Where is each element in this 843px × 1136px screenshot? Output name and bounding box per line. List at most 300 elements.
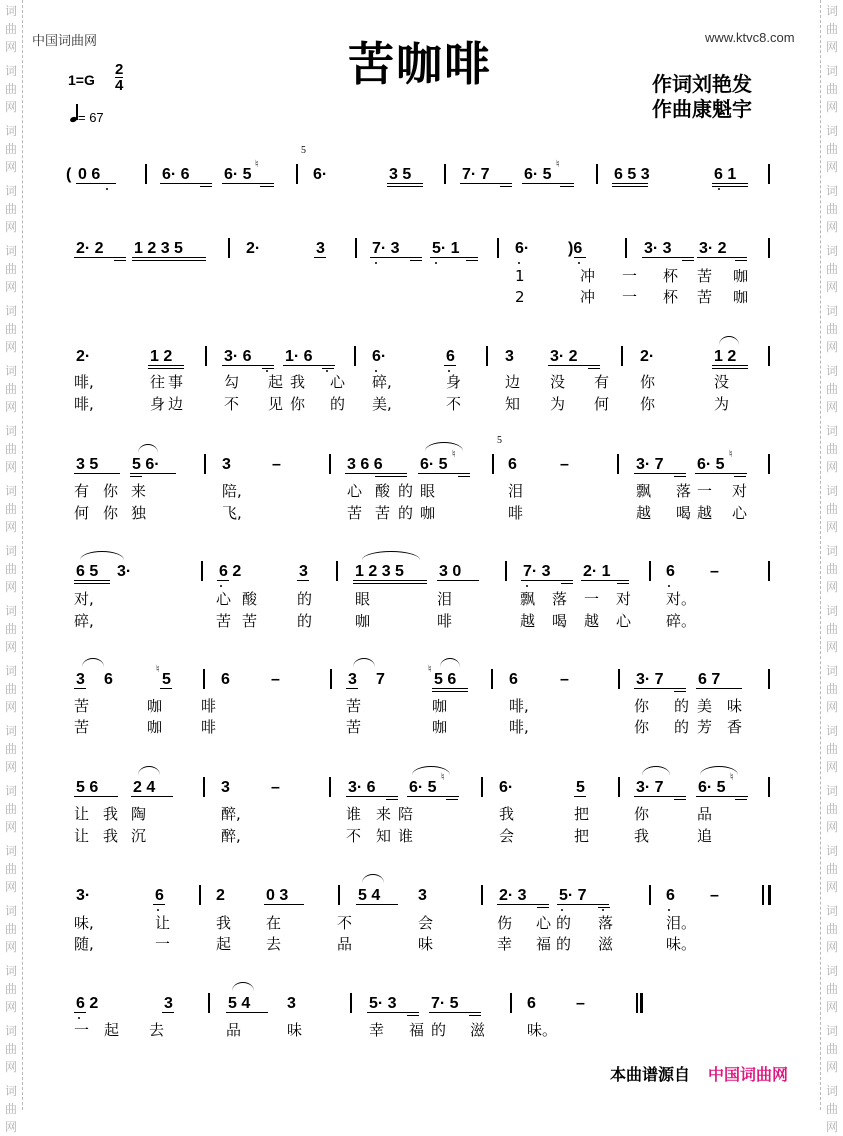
lyric-char: 你 — [103, 504, 119, 522]
beam-underline — [612, 186, 648, 187]
lyric-char: 品 — [226, 1021, 242, 1039]
beam-underline — [682, 260, 694, 261]
beam-underline — [588, 368, 600, 369]
watermark-char: 词 — [825, 424, 838, 438]
lyric-char: 把 — [574, 827, 590, 845]
octave-dot — [375, 262, 377, 264]
slur-arc — [232, 982, 254, 991]
lyric-char: 冲 — [580, 267, 596, 285]
lyric-char: 啡, — [74, 373, 94, 391]
lyric-char: 陪, — [222, 482, 242, 500]
lyric-char: 不 — [346, 827, 362, 845]
lyric-char: 喝 — [552, 612, 568, 630]
watermark-char: 词 — [4, 424, 17, 438]
barline — [491, 669, 493, 689]
note-group: 3· 6 — [224, 348, 252, 365]
watermark-char: 网 — [4, 1120, 17, 1134]
note-group: 3 — [418, 887, 427, 904]
barline — [203, 669, 205, 689]
lyric-char: 没 — [714, 373, 730, 391]
lyric-char: 咖 — [733, 288, 749, 306]
lyric-char: 味。 — [666, 935, 697, 953]
lyric-char: 咖 — [355, 612, 371, 630]
watermark-char: 词 — [825, 1024, 838, 1038]
lyric-char: 我 — [103, 827, 119, 845]
lyric-char: 的 — [674, 697, 690, 715]
note-group: 6 — [155, 887, 164, 904]
note-group: 5· 1 — [432, 240, 460, 257]
barline — [596, 164, 598, 184]
beam-underline — [432, 688, 468, 689]
barline — [350, 993, 352, 1013]
slur-arc — [362, 874, 384, 883]
note-group: 2· — [640, 348, 655, 365]
barline — [354, 346, 356, 366]
slur-arc — [719, 336, 739, 345]
tempo-value: = 67 — [78, 110, 104, 125]
lyric-char: 为 — [550, 395, 566, 413]
note-group: 6· 5 — [224, 166, 252, 183]
note-group: 3 0 — [439, 563, 462, 580]
note-group: 6· 5 — [409, 779, 437, 796]
lyric-char: 苦 — [242, 612, 258, 630]
lyric-char: 味 — [727, 697, 743, 715]
beam-underline — [76, 183, 116, 184]
watermark-char: 词 — [825, 244, 838, 258]
watermark-char: 网 — [4, 640, 17, 654]
lyric-char: 身 — [446, 373, 462, 391]
lyric-char: 醉, — [221, 827, 241, 845]
watermark-char: 词 — [825, 664, 838, 678]
octave-dot — [326, 370, 328, 372]
barline — [649, 885, 651, 905]
note-group: 6· 6 — [162, 166, 190, 183]
beam-underline — [200, 186, 212, 187]
note-group: 2 — [216, 887, 225, 904]
watermark-char: 网 — [4, 1060, 17, 1074]
lyric-char: 香 — [727, 718, 743, 736]
lyric-char: 去 — [266, 935, 282, 953]
beam-underline — [735, 799, 747, 800]
lyric-char: 随, — [74, 935, 94, 953]
lyric-char: 碎, — [74, 612, 94, 630]
note-group: 5 — [162, 671, 171, 688]
watermark-char: 网 — [4, 880, 17, 894]
watermark-char: 词 — [825, 64, 838, 78]
barline — [617, 454, 619, 474]
note-group: 3 — [221, 779, 230, 796]
lyric-char: 泪 — [437, 590, 453, 608]
note-group: 6 — [221, 671, 230, 688]
song-title: 苦咖啡 — [348, 37, 492, 91]
lyric-char: 苦 — [74, 718, 90, 736]
beam-underline — [430, 257, 478, 258]
lyric-char: 知 — [505, 395, 521, 413]
watermark-char: 词 — [825, 784, 838, 798]
lyric-char: 酸 — [375, 482, 391, 500]
watermark-char: 曲 — [825, 802, 838, 816]
lyric-char: 啡 — [508, 504, 524, 522]
tempo-marking — [70, 104, 104, 125]
barline — [201, 561, 203, 581]
barline — [330, 669, 332, 689]
watermark-char: 网 — [825, 940, 838, 954]
lyric-char: 一 — [697, 482, 713, 500]
beam-underline — [132, 260, 206, 261]
watermark-char: 词 — [4, 964, 17, 978]
note-group: 3 5 — [76, 456, 99, 473]
watermark-char: 网 — [4, 1000, 17, 1014]
note-group: 7· 3 — [372, 240, 400, 257]
watermark-char: 曲 — [4, 322, 17, 336]
watermark-char: 网 — [825, 160, 838, 174]
watermark-char: 词 — [825, 604, 838, 618]
note-group: 3 — [287, 995, 296, 1012]
beam-underline — [370, 257, 422, 258]
note-group: 5 6 — [434, 671, 457, 688]
lyric-char: 追 — [697, 827, 713, 845]
natural-sign: ♮ — [441, 772, 445, 783]
lyric-char: 起 — [216, 935, 232, 953]
bracket: ( — [66, 166, 72, 183]
beam-underline — [469, 1015, 481, 1016]
note-group: 6· 5 — [697, 456, 725, 473]
beam-underline — [74, 583, 110, 584]
watermark-char: 网 — [4, 220, 17, 234]
barline — [768, 164, 770, 184]
lyric-char: 2 — [515, 288, 525, 306]
beam-underline — [460, 183, 512, 184]
lyric-char: 来 — [376, 805, 392, 823]
lyric-char: 为 — [714, 395, 730, 413]
note-group: 3 — [222, 456, 231, 473]
lyric-char: 的 — [674, 718, 690, 736]
beam-underline — [262, 368, 274, 369]
note-group: 3· 7 — [636, 456, 664, 473]
note-group: 3· 2 — [699, 240, 727, 257]
lyric-char: 起 — [268, 373, 284, 391]
lyric-char: 落 — [676, 482, 692, 500]
octave-dot — [266, 370, 268, 372]
note-group: 5 4 — [228, 995, 251, 1012]
note-group: 6· 5 — [420, 456, 448, 473]
lyric-char: 勾 — [224, 373, 240, 391]
watermark-char: 词 — [825, 484, 838, 498]
beam-underline — [497, 904, 549, 905]
beam-underline — [735, 260, 747, 261]
note-group: 1 2 — [714, 348, 737, 365]
beam-underline — [74, 1012, 86, 1013]
watermark-char: 词 — [4, 304, 17, 318]
key-signature: 1=G — [68, 72, 95, 88]
lyric-char: 杯 — [663, 288, 679, 306]
watermark-char: 网 — [825, 700, 838, 714]
beam-underline — [314, 257, 326, 258]
lyric-char: 苦 — [375, 504, 391, 522]
natural-sign: ♮ — [452, 449, 456, 460]
watermark-char: 曲 — [4, 502, 17, 516]
lyric-char: 不 — [337, 914, 353, 932]
beam-underline — [712, 368, 748, 369]
beam-underline — [74, 580, 110, 581]
lyric-char: 你 — [634, 697, 650, 715]
lyric-char: 眼 — [355, 590, 371, 608]
watermark-char: 曲 — [825, 982, 838, 996]
watermark-char: 网 — [825, 400, 838, 414]
note-group: 3 — [505, 348, 514, 365]
beam-underline — [598, 907, 610, 908]
beam-underline — [581, 580, 629, 581]
lyric-char: 啡 — [437, 612, 453, 630]
octave-dot — [435, 262, 437, 264]
beam-underline — [130, 473, 176, 474]
beam-underline — [617, 583, 629, 584]
note-group: 3 — [164, 995, 173, 1012]
beam-underline — [346, 688, 358, 689]
lyric-char: 苦 — [697, 267, 713, 285]
watermark-char: 曲 — [825, 202, 838, 216]
beam-underline — [148, 368, 184, 369]
lyric-char: 知 — [376, 827, 392, 845]
beam-underline — [634, 688, 686, 689]
watermark-char: 网 — [4, 700, 17, 714]
watermark-char: 词 — [825, 304, 838, 318]
lyricist: 作词刘艳发 — [652, 72, 752, 96]
lyric-char: 对 — [616, 590, 632, 608]
lyric-char: 会 — [418, 914, 434, 932]
beam-underline — [353, 580, 427, 581]
beam-underline — [387, 183, 423, 184]
watermark-char: 词 — [4, 244, 17, 258]
note-group: 2· — [246, 240, 261, 257]
barline — [336, 561, 338, 581]
watermark-char: 网 — [825, 640, 838, 654]
lyric-char: 飘 — [636, 482, 652, 500]
lyric-char: 让 — [155, 914, 171, 932]
note-group: 5· 3 — [369, 995, 397, 1012]
octave-dot — [448, 370, 450, 372]
note-group: 6· — [499, 779, 514, 796]
watermark-char: 网 — [825, 460, 838, 474]
lyric-char: 身 — [150, 395, 166, 413]
note-group: )6 — [568, 240, 583, 257]
watermark-char: 曲 — [825, 322, 838, 336]
watermark-char: 曲 — [4, 742, 17, 756]
lyric-char: 沉 — [131, 827, 147, 845]
barline — [768, 346, 770, 366]
source-brand: 中国词曲网 — [708, 1065, 789, 1084]
lyric-char: 咖 — [432, 697, 448, 715]
beam-underline — [734, 476, 746, 477]
slur-arc — [642, 766, 670, 775]
lyric-char: 啡 — [201, 697, 217, 715]
lyric-char: 碎, — [372, 373, 392, 391]
lyric-char: 酸 — [242, 590, 258, 608]
watermark-char: 词 — [825, 724, 838, 738]
time-signature-bottom: 4 — [115, 77, 124, 94]
barline — [203, 777, 205, 797]
lyric-char: 落 — [598, 914, 614, 932]
beam-underline — [74, 688, 86, 689]
lyric-char: 边 — [505, 373, 521, 391]
octave-dot — [668, 909, 670, 911]
lyric-char: 一 — [622, 288, 638, 306]
lyric-char: 的 — [398, 482, 414, 500]
watermark-char: 词 — [825, 1084, 838, 1098]
beam-underline — [458, 476, 470, 477]
watermark-char: 词 — [4, 4, 17, 18]
barline — [228, 238, 230, 258]
watermark-char: 词 — [825, 124, 838, 138]
site-url: www.ktvc8.com — [705, 30, 795, 45]
beam-underline — [712, 183, 748, 184]
octave-dot — [518, 262, 520, 264]
octave-dot — [78, 1017, 80, 1019]
watermark-char: 词 — [4, 604, 17, 618]
beam-underline — [74, 796, 118, 797]
lyric-char: 芳 — [697, 718, 713, 736]
octave-dot — [668, 585, 670, 587]
beam-underline — [466, 260, 478, 261]
slur-arc — [700, 766, 738, 775]
watermark-char: 网 — [825, 1060, 838, 1074]
lyric-char: 没 — [550, 373, 566, 391]
barline — [296, 164, 298, 184]
beam-underline — [557, 904, 609, 905]
beam-underline — [386, 799, 398, 800]
lyric-char: 福 — [409, 1021, 425, 1039]
octave-dot — [561, 909, 563, 911]
barline — [625, 238, 627, 258]
barline — [204, 454, 206, 474]
lyric-char: 咖 — [432, 718, 448, 736]
slur-arc — [425, 442, 463, 451]
note-group: 6· 5 — [698, 779, 726, 796]
beam-underline — [634, 796, 686, 797]
beam-underline — [418, 473, 470, 474]
note-group: 6 5 3 — [614, 166, 650, 183]
note-group: 6 7 — [698, 671, 721, 688]
lyric-char: 会 — [499, 827, 515, 845]
lyric-char: 起 — [104, 1021, 120, 1039]
watermark-char: 曲 — [4, 1102, 17, 1116]
watermark-char: 曲 — [4, 22, 17, 36]
note-group: 6· — [515, 240, 530, 257]
note-group: 5 — [576, 779, 585, 796]
beam-underline — [574, 796, 586, 797]
note-group: 3· 6 — [348, 779, 376, 796]
lyric-char: 在 — [266, 914, 282, 932]
barline — [329, 454, 331, 474]
watermark-char: 词 — [825, 964, 838, 978]
beam-underline — [522, 183, 574, 184]
beam-underline — [642, 257, 694, 258]
note-group: 3 — [316, 240, 325, 257]
lyric-char: 陪 — [398, 805, 414, 823]
octave-dot — [718, 188, 720, 190]
time-signature — [115, 62, 123, 93]
lyric-char: 飞, — [222, 504, 242, 522]
watermark-char: 网 — [825, 1120, 838, 1134]
watermark-char: 网 — [4, 940, 17, 954]
watermark-char: 曲 — [825, 682, 838, 696]
lyric-char: 味, — [74, 914, 94, 932]
credits — [652, 72, 752, 122]
lyric-char: 心 — [616, 612, 632, 630]
natural-sign: ♮ — [428, 664, 432, 675]
lyric-char: 味。 — [527, 1021, 558, 1039]
beam-underline — [634, 473, 686, 474]
lyric-char: 对, — [74, 590, 94, 608]
barline — [768, 454, 770, 474]
beam-underline — [74, 257, 126, 258]
watermark-char: 曲 — [4, 982, 17, 996]
beam-underline — [160, 688, 172, 689]
note-group: – — [710, 563, 719, 580]
watermark-char: 词 — [4, 724, 17, 738]
barline — [510, 993, 512, 1013]
lyric-char: 一 — [74, 1021, 90, 1039]
beam-underline — [297, 580, 309, 581]
beam-underline — [560, 186, 574, 187]
note-group: 6 — [666, 887, 675, 904]
beam-underline — [367, 1012, 419, 1013]
note-group: 3· 7 — [636, 671, 664, 688]
note-group: 3· 3 — [644, 240, 672, 257]
note-group: 0 3 — [266, 887, 289, 904]
watermark-char: 曲 — [4, 562, 17, 576]
barline — [497, 238, 499, 258]
watermark-char: 网 — [4, 460, 17, 474]
beam-underline — [375, 476, 407, 477]
barline — [329, 777, 331, 797]
note-group: 5 4 — [358, 887, 381, 904]
lyric-char: 苦 — [697, 288, 713, 306]
lyric-char: 咖 — [733, 267, 749, 285]
note-group: 6 5 — [76, 563, 99, 580]
lyric-char: 苦 — [74, 697, 90, 715]
note-group: 7· 7 — [462, 166, 490, 183]
lyric-char: 啡, — [74, 395, 94, 413]
lyric-char: 我 — [290, 373, 306, 391]
note-group: 6 — [446, 348, 455, 365]
source-footer — [610, 1062, 788, 1085]
octave-dot — [602, 909, 604, 911]
lyric-char: 福 — [536, 935, 552, 953]
beam-underline — [696, 796, 748, 797]
beam-underline — [130, 476, 142, 477]
lyric-char: 心 — [347, 482, 363, 500]
beam-underline — [612, 183, 648, 184]
watermark-char: 网 — [825, 520, 838, 534]
lyric-char: 越 — [520, 612, 536, 630]
note-group: 6 2 — [219, 563, 242, 580]
lyric-char: 的 — [297, 612, 313, 630]
beam-underline — [521, 580, 573, 581]
watermark-char: 曲 — [4, 802, 17, 816]
watermark-char: 网 — [825, 40, 838, 54]
lyric-char: 见 — [268, 395, 284, 413]
watermark-char: 曲 — [825, 442, 838, 456]
watermark-char: 词 — [4, 364, 17, 378]
lyric-char: 不 — [224, 395, 240, 413]
watermark-char: 曲 — [825, 382, 838, 396]
beam-underline — [148, 365, 184, 366]
lyric-char: 1 — [515, 267, 525, 285]
lyric-char: 来 — [131, 482, 147, 500]
watermark-char: 词 — [825, 364, 838, 378]
watermark-char: 曲 — [825, 142, 838, 156]
